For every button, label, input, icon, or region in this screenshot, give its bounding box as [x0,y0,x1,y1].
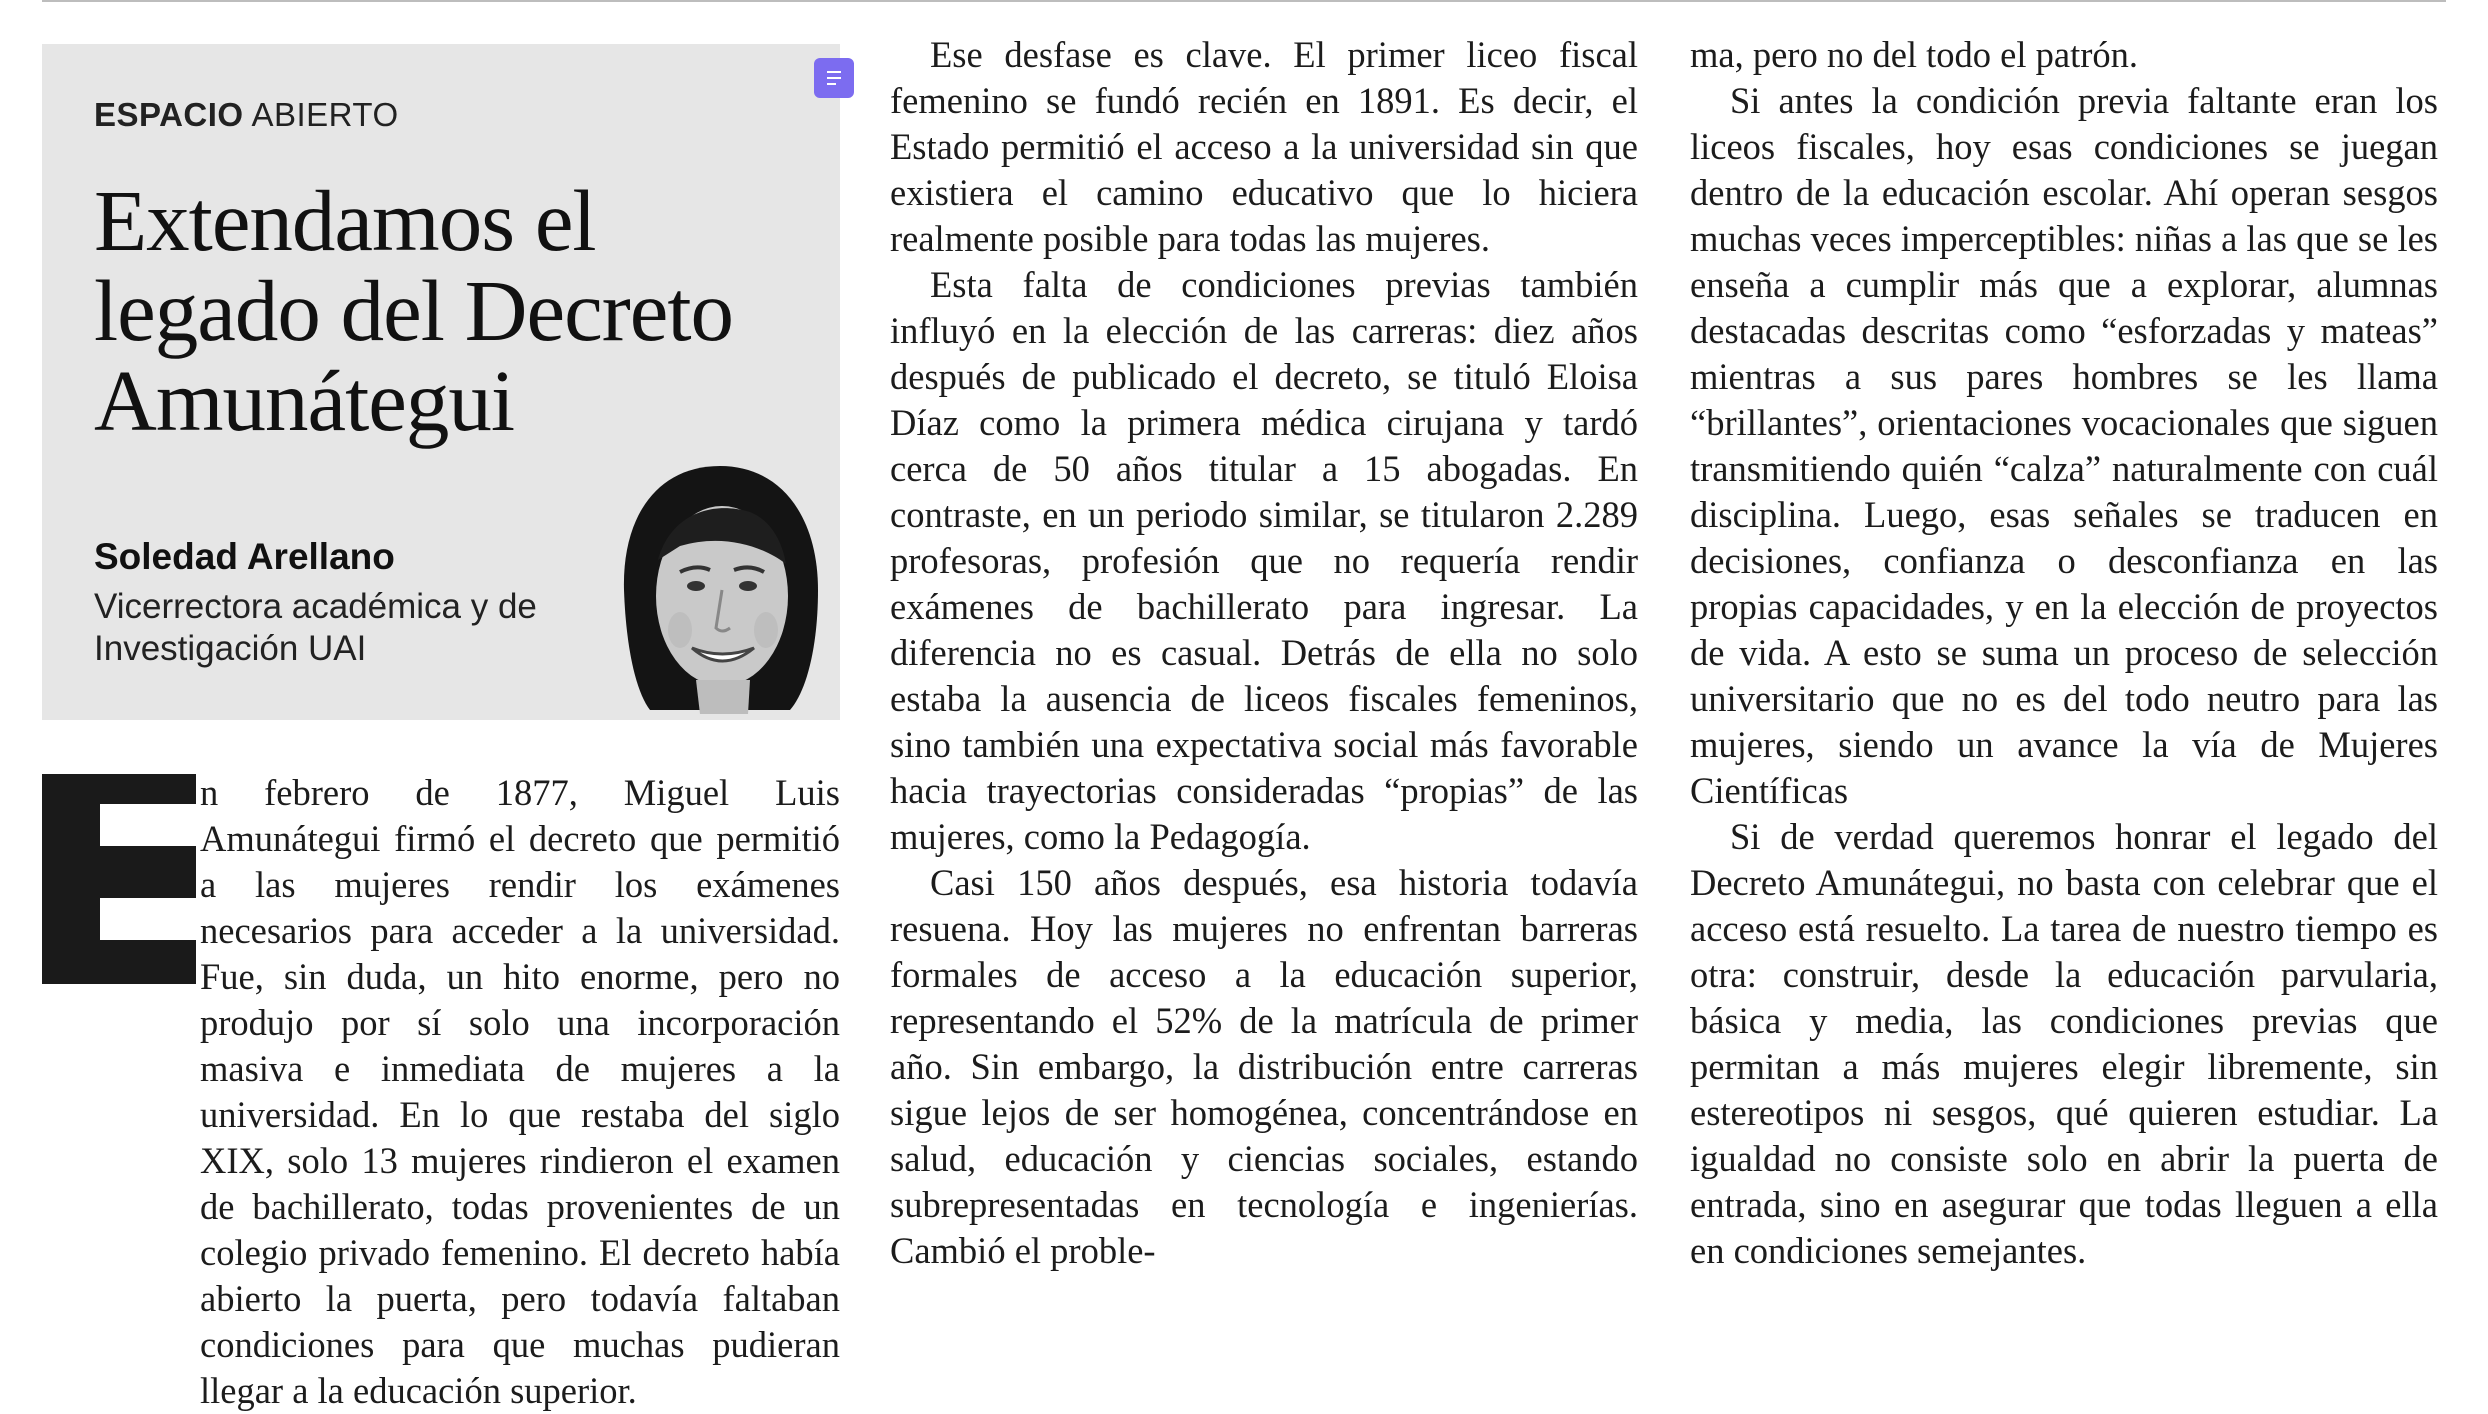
paragraph: n febrero de 1877, Miguel Luis Amunátegui firmó el decreto que permitió a las mujeres rendir los exámenes necesarios para acceder a la universidad. Fue, sin duda, un hito enorme, pero no produjo por sí solo una incorporación masiva e inmediata de mujeres a la universidad. En lo que restaba del siglo XIX, solo 13 mujeres rindieron el examen de bachillerato, todas provenientes de un colegio privado femenino. El decreto había abierto la puerta, pero todavía faltaban condiciones para que muchas pudieran llegar a la educación superior. [200,772,840,1411]
article-header [42,44,840,720]
section-label-rest: ABIERTO [243,96,399,133]
author-portrait [610,460,830,714]
article-column-1 [42,770,840,1414]
headline: Extendamos el legado del Decreto Amunátegui [94,172,734,449]
paragraph: Casi 150 años después, esa historia todavía resuena. Hoy las mujeres no enfrentan barreras formales de acceso a la educación superior, representando el 52% de la matrícula de primer año. Sin embargo, la distribución entre carreras sigue lejos de ser homogénea, concentrándose en salud, educación y ciencias sociales, estando subrepresentadas en tecnología e ingenierías. Cambió el proble- [890,862,1638,1271]
author-role: Vicerrectora académica y de Investigación UAI [94,587,537,668]
note-icon[interactable] [814,58,854,98]
section-label-bold: ESPACIO [94,96,244,133]
paragraph: ma, pero no del todo el patrón. [1690,34,2139,75]
article-column-2 [890,32,1638,1274]
top-rule [42,0,2446,2]
paragraph: Ese desfase es clave. El primer liceo fiscal femenino se fundó recién en 1891. Es decir, el Estado permitió el acceso a la universidad sin que existiera el camino educativo que lo hiciera realmente posible para todas las mujeres. [890,34,1638,259]
paragraph: Si de verdad queremos honrar el legado del Decreto Amunátegui, no basta con celebrar que el acceso está resuelto. La tarea de nuestro tiempo es otra: construir, desde la educación parvularia, básica y media, las condiciones previas que permitan a más mujeres elegir libremente, sin estereotipos ni sesgos, qué quieren estudiar. La igualdad no consiste solo en abrir la puerta de entrada, sino en asegurar que todas lleguen a ella en condiciones semejantes. [1690,816,2438,1271]
paragraph: Si antes la condición previa faltante eran los liceos fiscales, hoy esas condiciones se juegan dentro de la educación escolar. Ahí operan sesgos muchas veces imperceptibles: niñas a las que se les enseña a cumplir más que a explorar, alumnas destacadas descritas como “esforzadas y mateas” mientras a sus pares hombres se les llama “brillantes”, orientaciones vocacionales que siguen transmitiendo quién “calza” naturalmente con cuál disciplina. Luego, esas señales se traducen en decisiones, confianza o desconfianza en las propias capacidades, y en la elección de proyectos de vida. A esto se suma un proceso de selección universitario que no es del todo neutro para las mujeres, siendo un avance la vía de Mujeres Científicas [1690,80,2439,811]
paragraph: Esta falta de condiciones previas también influyó en la elección de las carreras: diez años después de publicado el decreto, se tituló Eloisa Díaz como la primera médica cirujana y tardó cerca de 50 años titular a 15 abogadas. En contraste, en un periodo similar, se titularon 2.289 profesoras, profesión que no requería rendir exámenes de bachillerato para ingresar. La diferencia no es casual. Detrás de ella no solo estaba la ausencia de liceos fiscales femeninos, sino también una expectativa social más favorable hacia trayectorias consideradas “propias” de las mujeres, como la Pedagogía. [890,264,1638,857]
author-name: Soledad Arellano [94,536,395,577]
section-label [94,96,399,134]
article-column-3 [1690,32,2438,1274]
